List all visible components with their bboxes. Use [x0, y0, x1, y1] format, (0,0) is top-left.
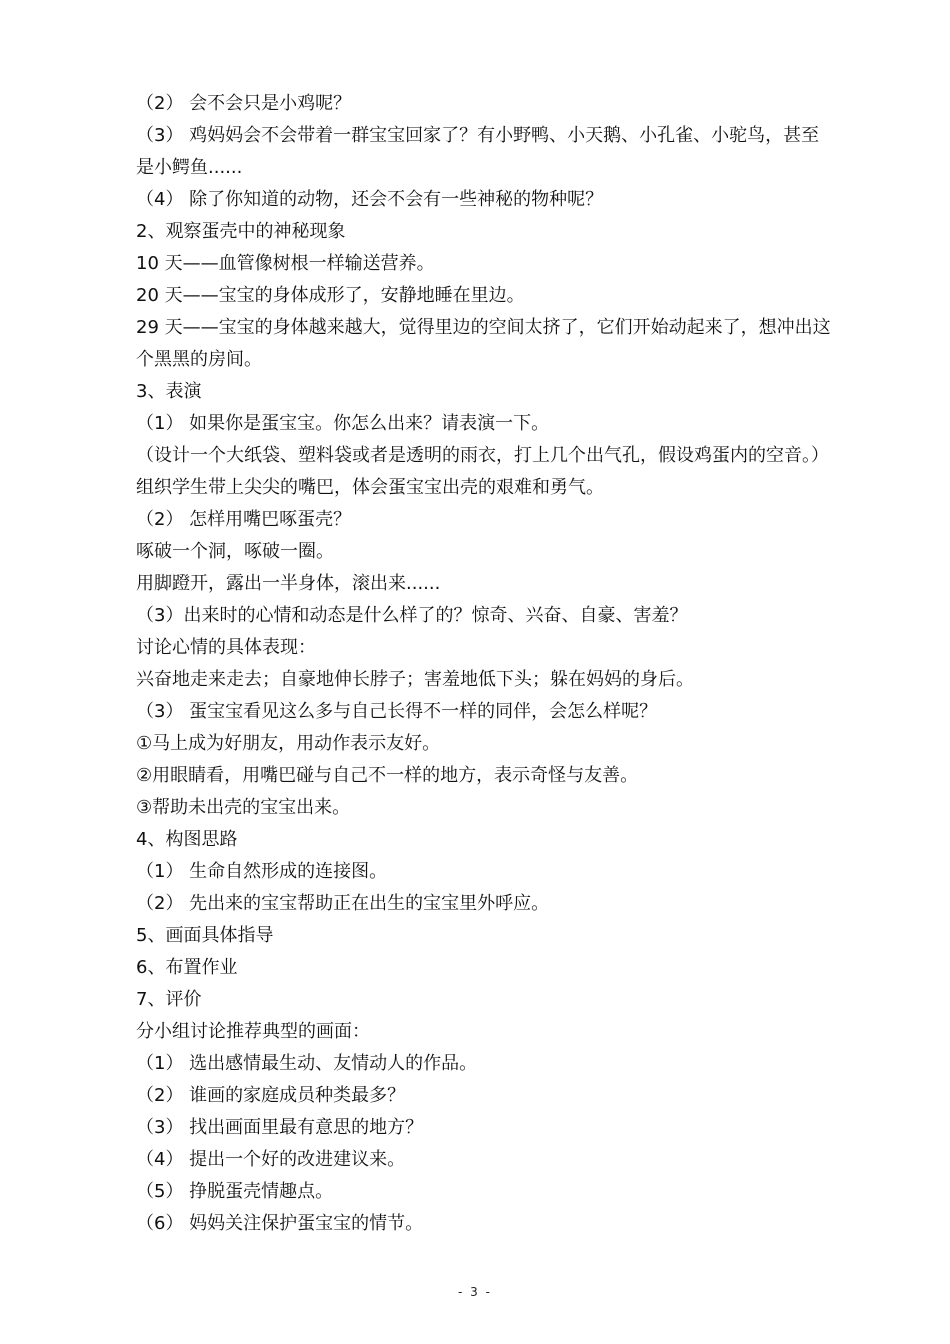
text-line: 20 天——宝宝的身体成形了，安静地睡在里边。 — [136, 285, 525, 306]
text-line: 啄破一个洞，啄破一圈。 — [136, 541, 334, 562]
text-line: （1） 如果你是蛋宝宝。你怎么出来？请表演一下。 — [136, 413, 550, 434]
text-line: 兴奋地走来走去；自豪地伸长脖子；害羞地低下头；躲在妈妈的身后。 — [136, 669, 694, 690]
text-line: （5） 挣脱蛋壳情趣点。 — [136, 1181, 334, 1202]
text-line: ③帮助未出壳的宝宝出来。 — [136, 797, 351, 818]
text-line: 2、观察蛋壳中的神秘现象 — [136, 221, 346, 242]
text-line: 3、表演 — [136, 381, 202, 402]
text-line: 用脚蹬开，露出一半身体，滚出来...... — [136, 573, 441, 594]
page-number: - 3 - — [458, 1285, 492, 1299]
text-line: （3）出来时的心情和动态是什么样了的？惊奇、兴奋、自豪、害羞？ — [136, 605, 688, 626]
text-line: ②用眼睛看，用嘴巴碰与自己不一样的地方，表示奇怪与友善。 — [136, 765, 639, 786]
text-line: （1） 选出感情最生动、友情动人的作品。 — [136, 1053, 478, 1074]
text-line: ①马上成为好朋友，用动作表示友好。 — [136, 733, 441, 754]
text-line: 7、评价 — [136, 989, 202, 1010]
text-line: 是小鳄鱼...... — [136, 157, 243, 178]
text-line: （2） 谁画的家庭成员种类最多？ — [136, 1085, 406, 1106]
text-line: （3） 蛋宝宝看见这么多与自己长得不一样的同伴，会怎么样呢？ — [136, 701, 658, 722]
text-line: （4） 除了你知道的动物，还会不会有一些神秘的物种呢？ — [136, 189, 604, 210]
text-line: 讨论心情的具体表现： — [136, 637, 316, 658]
text-line: 组织学生带上尖尖的嘴巴，体会蛋宝宝出壳的艰难和勇气。 — [136, 477, 604, 498]
text-line: （3） 找出画面里最有意思的地方？ — [136, 1117, 424, 1138]
document-body — [136, 88, 866, 1240]
text-line: （6） 妈妈关注保护蛋宝宝的情节。 — [136, 1213, 424, 1234]
text-line: 个黑黑的房间。 — [136, 349, 262, 370]
text-line: （设计一个大纸袋、塑料袋或者是透明的雨衣，打上几个出气孔，假设鸡蛋内的空音。） — [136, 445, 829, 466]
text-line: 4、构图思路 — [136, 829, 238, 850]
text-line: （3） 鸡妈妈会不会带着一群宝宝回家了？有小野鸭、小天鹅、小孔雀、小驼鸟，甚至 — [136, 125, 820, 146]
text-line: （2） 先出来的宝宝帮助正在出生的宝宝里外呼应。 — [136, 893, 550, 914]
text-line: （2） 会不会只是小鸡呢？ — [136, 93, 352, 114]
text-line: （2） 怎样用嘴巴啄蛋壳？ — [136, 509, 352, 530]
text-line: 5、画面具体指导 — [136, 925, 274, 946]
text-line: （4） 提出一个好的改进建议来。 — [136, 1149, 406, 1170]
text-line: 分小组讨论推荐典型的画面： — [136, 1021, 370, 1042]
text-line: 6、布置作业 — [136, 957, 238, 978]
text-line: 10 天——血管像树根一样输送营养。 — [136, 253, 435, 274]
text-line: （1） 生命自然形成的连接图。 — [136, 861, 388, 882]
text-line: 29 天——宝宝的身体越来越大，觉得里边的空间太挤了，它们开始动起来了，想冲出这 — [136, 317, 831, 338]
